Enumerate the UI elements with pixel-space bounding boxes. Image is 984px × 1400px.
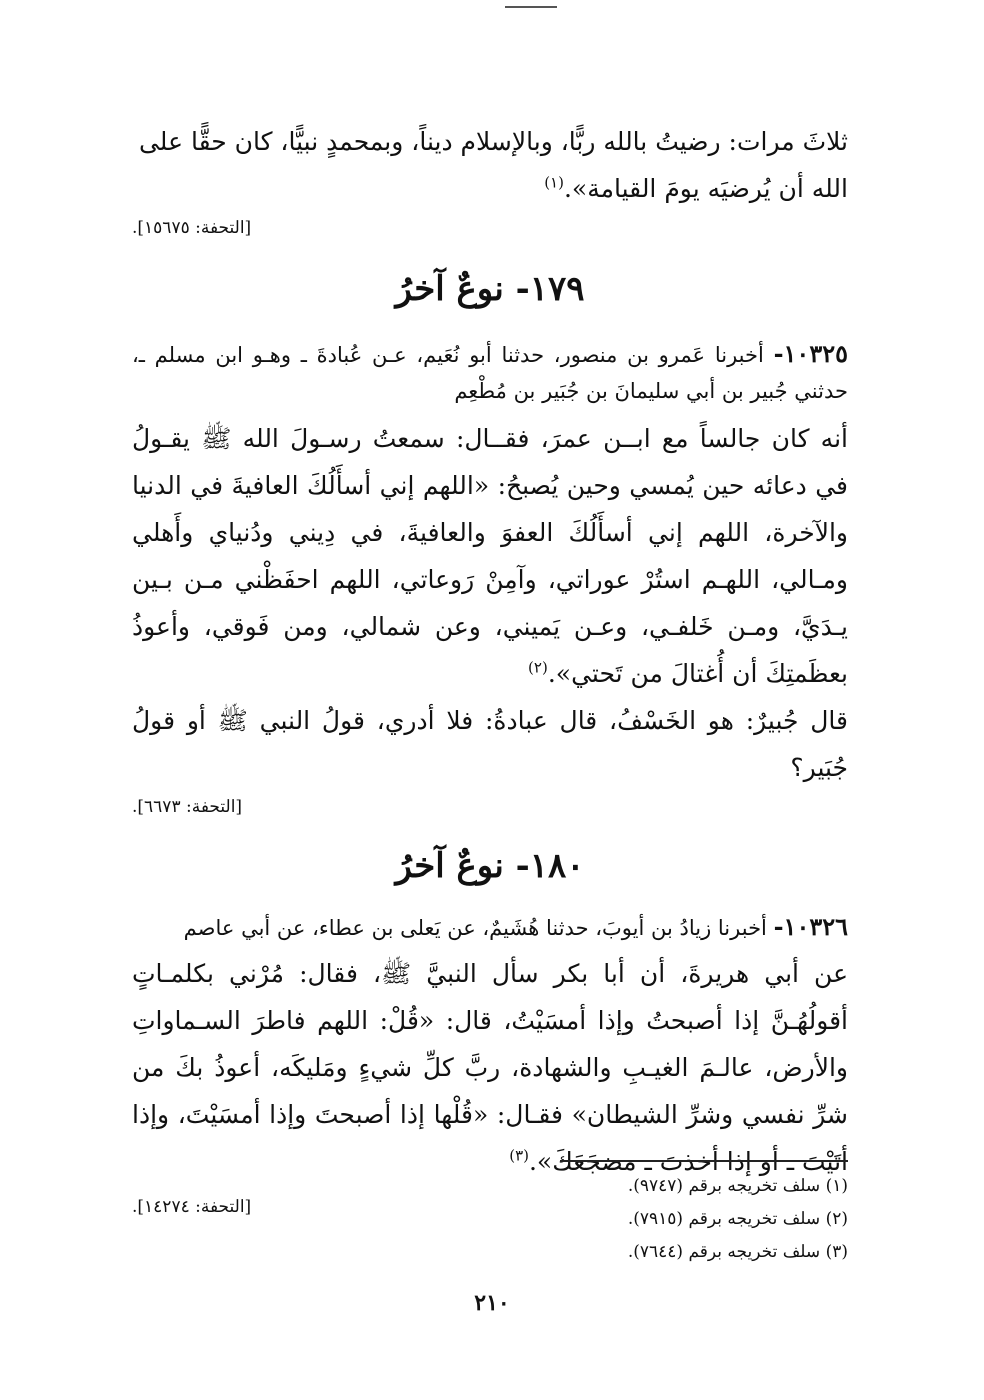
opening-paragraph bbox=[132, 118, 848, 212]
footnote-marker-3: (٣) bbox=[509, 1146, 529, 1165]
tuhfa-reference-1: [التحفة: ١٥٦٧٥]. bbox=[132, 218, 252, 238]
footnotes bbox=[520, 1170, 848, 1269]
opening-line-1: ثلاثَ مرات: رضيتُ بالله ربًّا، وبالإسلام ديناً، وبمحمدٍ نبيًّا، كان حقًّا على bbox=[138, 127, 848, 156]
isnad-text-10325: أخبرنا عَمرو بن منصور، حدثنا أبو نُعَيم، عـن عُبادةَ ـ وهـو ابن مسلم ـ، حدثني جُبير بن أبي سليمانَ بن جُبَير بن مُطْعِم bbox=[132, 343, 848, 403]
tuhfa-reference-3: [التحفة: ١٤٢٧٤]. bbox=[132, 1197, 252, 1217]
footnote-3: (٣) سلف تخريجه برقم (٧٦٤٤). bbox=[627, 1242, 848, 1262]
hadith-number-10326: ١٠٣٢٦- bbox=[773, 912, 848, 941]
opening-line-2: الله أن يُرضيَه يومَ القيامة». bbox=[563, 174, 848, 203]
section-heading-180: ١٨٠- نوعٌ آخرُ bbox=[395, 846, 585, 886]
hadith-10326-text bbox=[132, 950, 848, 1185]
hadith-text-10325: أنه كان جالساً مع ابــن عمرَ، فقــال: سمعتُ رسـولَ الله ﷺ يقـولُ في دعائه حين يُمسي وحين يُصبحُ: «اللهم إني أسأَلُكَ العافيةَ في الدنيا والآخرة، اللهم إني أسأَلُكَ العفوَ والعافيةَ، في دِيني ودُنياي وأَهلي ومـالي، اللهـم استُرْ عوراتي، وآمِنْ رَوعاتي، اللهم احفَظْني مـن بـين يـدَيَّ، ومـن خَلفـي، وعـن يَميني، وعن شمالي، ومن فَوقي، وأعوذُ بعظَمتِكَ أن أُغتالَ من تَحتي». bbox=[132, 424, 848, 688]
footnote-2: (٢) سلف تخريجه برقم (٧٩١٥). bbox=[627, 1209, 848, 1229]
footnote-1: (١) سلف تخريجه برقم (٩٧٤٧). bbox=[627, 1176, 848, 1196]
hadith-number-10325: ١٠٣٢٥- bbox=[773, 339, 848, 368]
top-rule bbox=[505, 6, 557, 8]
footnote-marker-1: (١) bbox=[544, 173, 564, 192]
footnote-separator bbox=[560, 1160, 848, 1162]
section-heading-179: ١٧٩- نوعٌ آخرُ bbox=[395, 269, 585, 309]
page-body bbox=[132, 118, 848, 1219]
page-number: ٢١٠ bbox=[474, 1290, 510, 1316]
hadith-10326-isnad bbox=[132, 909, 848, 946]
hadith-text-10326: عن أبي هريرةَ، أن أبا بكر سأل النبيَّ ﷺ، فقال: مُرْني بكلمـاتٍ أقولُهُـنَّ إذا أصبحتُ وإذا أمسَيْتُ، قال: «قُلْ: اللهم فاطرَ السـماواتِ والأرض، عالـمَ الغيـبِ والشهادة، ربَّ كلِّ شيءٍ ومَليكَه، أعوذُ بكَ من شرِّ نفسي وشرِّ الشيطان» فقـال: «قُلْها إذا أصبحتَ وإذا أمسَيْتَ، وإذا أتَيْتَ ـ أو إذا أخذتَ ـ مضجَعَكَ». bbox=[132, 959, 848, 1176]
tuhfa-reference-2: [التحفة: ٦٦٧٣]. bbox=[132, 797, 243, 817]
isnad-text-10326: أخبرنا زيادُ بن أيوبَ، حدثنا هُشَيمٌ، عن يَعلى بن عطاء، عن أبي عاصم bbox=[183, 916, 767, 940]
footnote-marker-2: (٢) bbox=[528, 658, 548, 677]
hadith-10325-isnad bbox=[132, 336, 848, 409]
hadith-10325-text bbox=[132, 415, 848, 697]
hadith-10325-comment: قال جُبيرٌ: هو الخَسْفُ، قال عبادةُ: فلا أدري، قولُ النبي ﷺ أو قولُ جُبَير؟ bbox=[132, 706, 848, 782]
